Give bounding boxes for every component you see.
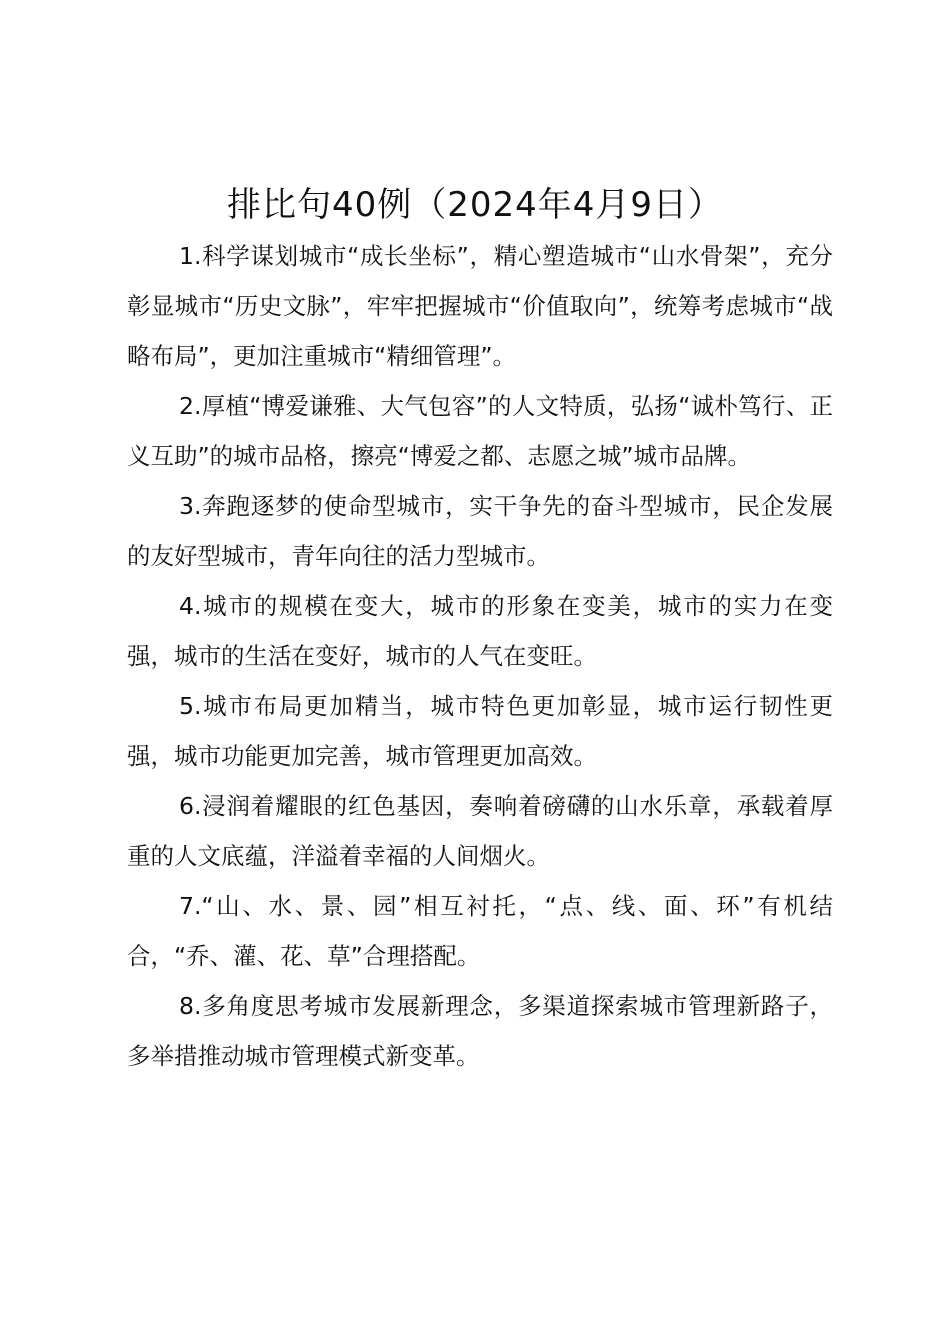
document-title: 排比句40例（2024年4月9日）: [226, 185, 724, 225]
document-body: [127, 231, 833, 1081]
paragraph-2: 2.厚植“博爱谦雅、大气包容”的人文特质，弘扬“诚朴笃行、正义互助”的城市品格，擦亮“博爱之都、志愿之城”城市品牌。: [127, 392, 833, 470]
paragraph-4: 4.城市的规模在变大，城市的形象在变美，城市的实力在变强，城市的生活在变好，城市的人气在变旺。: [127, 592, 833, 670]
paragraph-7: 7.“山、水、景、园”相互衬托，“点、线、面、环”有机结合，“乔、灌、花、草”合理搭配。: [127, 892, 833, 970]
paragraph-6: 6.浸润着耀眼的红色基因，奏响着磅礴的山水乐章，承载着厚重的人文底蕴，洋溢着幸福的人间烟火。: [127, 792, 833, 870]
paragraph-1: 1.科学谋划城市“成长坐标”，精心塑造城市“山水骨架”，充分彰显城市“历史文脉”，牢牢把握城市“价值取向”，统筹考虑城市“战略布局”，更加注重城市“精细管理”。: [127, 242, 833, 370]
paragraph-8: 8.多角度思考城市发展新理念，多渠道探索城市管理新路子，多举措推动城市管理模式新变革。: [127, 992, 833, 1070]
paragraph-3: 3.奔跑逐梦的使命型城市，实干争先的奋斗型城市，民企发展的友好型城市，青年向往的活力型城市。: [127, 492, 833, 570]
paragraph-5: 5.城市布局更加精当，城市特色更加彰显，城市运行韧性更强，城市功能更加完善，城市管理更加高效。: [127, 692, 833, 770]
